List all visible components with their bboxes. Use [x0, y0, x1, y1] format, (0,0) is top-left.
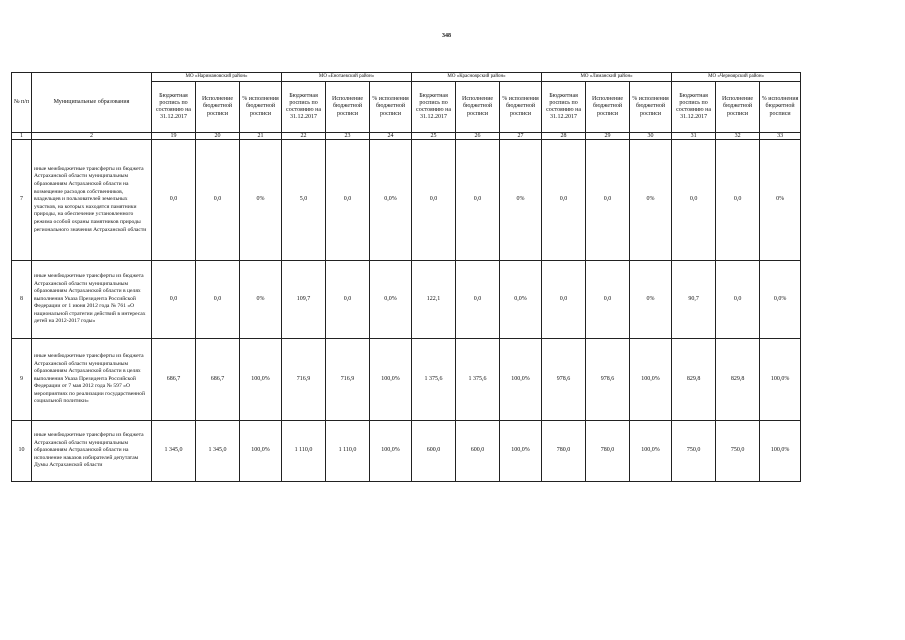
- district-header: МО «Енотаевский район»: [282, 73, 412, 82]
- value-cell: 0%: [760, 140, 801, 261]
- header-row-column-numbers: [12, 133, 801, 140]
- value-cell: 780,0: [586, 421, 630, 482]
- value-cell: 0,0%: [500, 261, 542, 339]
- value-cell: 0,0: [456, 140, 500, 261]
- value-cell: 1 345,0: [196, 421, 240, 482]
- subcolumn-header: % исполнения бюджетной росписи: [500, 82, 542, 133]
- value-cell: 109,7: [282, 261, 326, 339]
- value-cell: 978,6: [586, 339, 630, 421]
- value-cell: 0,0: [152, 261, 196, 339]
- subcolumn-header: Бюджетная роспись по состоянию на 31.12.2017: [412, 82, 456, 133]
- page-number: 348: [442, 33, 451, 39]
- value-cell: 1 110,0: [282, 421, 326, 482]
- column-number: 29: [586, 133, 630, 140]
- value-cell: 780,0: [542, 421, 586, 482]
- value-cell: 600,0: [412, 421, 456, 482]
- value-cell: 716,9: [326, 339, 370, 421]
- value-cell: 0%: [500, 140, 542, 261]
- table-row: [12, 261, 801, 339]
- value-cell: 0,0: [196, 140, 240, 261]
- value-cell: 100,0%: [630, 339, 672, 421]
- value-cell: 978,6: [542, 339, 586, 421]
- row-number: 10: [12, 421, 32, 482]
- row-number: 7: [12, 140, 32, 261]
- value-cell: 829,8: [672, 339, 716, 421]
- value-cell: 100,0%: [500, 339, 542, 421]
- column-number: 26: [456, 133, 500, 140]
- value-cell: 750,0: [716, 421, 760, 482]
- value-cell: 100,0%: [370, 339, 412, 421]
- column-number: 22: [282, 133, 326, 140]
- value-cell: 1 110,0: [326, 421, 370, 482]
- subcolumn-header: Исполнение бюджетной росписи: [586, 82, 630, 133]
- value-cell: 686,7: [152, 339, 196, 421]
- column-number: 19: [152, 133, 196, 140]
- subcolumn-header: Бюджетная роспись по состоянию на 31.12.2017: [672, 82, 716, 133]
- value-cell: 686,7: [196, 339, 240, 421]
- row-number: 8: [12, 261, 32, 339]
- value-cell: 1 375,6: [456, 339, 500, 421]
- value-cell: 0,0: [586, 261, 630, 339]
- value-cell: 1 375,6: [412, 339, 456, 421]
- value-cell: 750,0: [672, 421, 716, 482]
- value-cell: 0,0: [586, 140, 630, 261]
- column-number: 30: [630, 133, 672, 140]
- subcolumn-header: % исполнения бюджетной росписи: [370, 82, 412, 133]
- column-number: 24: [370, 133, 412, 140]
- subcolumn-header: Исполнение бюджетной росписи: [456, 82, 500, 133]
- row-description: иные межбюджетные трансферты из бюджета Астраханской области муниципальным образованиям Астраханской области на исполнение наказов избирателей депутатам Думы Астраханской области: [32, 421, 152, 482]
- column-number: 31: [672, 133, 716, 140]
- value-cell: 90,7: [672, 261, 716, 339]
- value-cell: 100,0%: [630, 421, 672, 482]
- value-cell: 600,0: [456, 421, 500, 482]
- district-header: МО «Наримановский район»: [152, 73, 282, 82]
- column-number: 20: [196, 133, 240, 140]
- value-cell: 0,0: [196, 261, 240, 339]
- column-number: 28: [542, 133, 586, 140]
- district-header: МО «Красноярский район»: [412, 73, 542, 82]
- table-row: [12, 339, 801, 421]
- value-cell: 0,0: [716, 140, 760, 261]
- value-cell: 0,0: [672, 140, 716, 261]
- value-cell: 0,0%: [760, 261, 801, 339]
- column-number: 32: [716, 133, 760, 140]
- value-cell: 0,0: [542, 261, 586, 339]
- subcolumn-header: Исполнение бюджетной росписи: [716, 82, 760, 133]
- column-number: 33: [760, 133, 801, 140]
- subcolumn-header: Исполнение бюджетной росписи: [326, 82, 370, 133]
- value-cell: 100,0%: [240, 421, 282, 482]
- column-number: 2: [32, 133, 152, 140]
- subcolumn-header: Бюджетная роспись по состоянию на 31.12.2017: [282, 82, 326, 133]
- column-number: 1: [12, 133, 32, 140]
- header-num: № п/п: [12, 73, 32, 133]
- value-cell: 100,0%: [500, 421, 542, 482]
- column-number: 27: [500, 133, 542, 140]
- value-cell: 0,0: [152, 140, 196, 261]
- subcolumn-header: Бюджетная роспись по состоянию на 31.12.2017: [542, 82, 586, 133]
- value-cell: 0,0%: [370, 261, 412, 339]
- header-row-districts: [12, 73, 801, 82]
- value-cell: 0,0: [542, 140, 586, 261]
- value-cell: 0%: [630, 140, 672, 261]
- value-cell: 0%: [630, 261, 672, 339]
- subcolumn-header: Исполнение бюджетной росписи: [196, 82, 240, 133]
- budget-table: [11, 72, 801, 482]
- value-cell: 0,0: [716, 261, 760, 339]
- row-description: иные межбюджетные трансферты из бюджета Астраханской области муниципальным образованиям Астраханской области на возмещение расходов собственников, владельцев и пользователей земельных участков, на которых находятся памятники природы, на обеспечение установленного режима особой охраны памятников природы регионального значения Астраханской области: [32, 140, 152, 261]
- column-number: 21: [240, 133, 282, 140]
- value-cell: 122,1: [412, 261, 456, 339]
- column-number: 23: [326, 133, 370, 140]
- district-header: МО «Черноярский район»: [672, 73, 801, 82]
- header-municipality: Муниципальные образования: [32, 73, 152, 133]
- value-cell: 0%: [240, 261, 282, 339]
- value-cell: 829,8: [716, 339, 760, 421]
- value-cell: 0,0: [456, 261, 500, 339]
- subcolumn-header: % исполнения бюджетной росписи: [240, 82, 282, 133]
- value-cell: 100,0%: [370, 421, 412, 482]
- value-cell: 0,0: [412, 140, 456, 261]
- subcolumn-header: % исполнения бюджетной росписи: [630, 82, 672, 133]
- value-cell: 0%: [240, 140, 282, 261]
- value-cell: 0,0: [326, 261, 370, 339]
- table-row: [12, 421, 801, 482]
- value-cell: 0,0%: [370, 140, 412, 261]
- value-cell: 5,0: [282, 140, 326, 261]
- subcolumn-header: Бюджетная роспись по состоянию на 31.12.2017: [152, 82, 196, 133]
- column-number: 25: [412, 133, 456, 140]
- value-cell: 100,0%: [760, 421, 801, 482]
- value-cell: 0,0: [326, 140, 370, 261]
- district-header: МО «Лиманский район»: [542, 73, 672, 82]
- value-cell: 100,0%: [240, 339, 282, 421]
- subcolumn-header: % исполнения бюджетной росписи: [760, 82, 801, 133]
- value-cell: 716,9: [282, 339, 326, 421]
- value-cell: 100,0%: [760, 339, 801, 421]
- row-description: иные межбюджетные трансферты из бюджета Астраханской области муниципальным образованиям Астраханской области в целях выполнения Указа Президента Российской Федерации от 7 мая 2012 года № 597 «О мероприятиях по реализации государственной социальной политики»: [32, 339, 152, 421]
- row-number: 9: [12, 339, 32, 421]
- value-cell: 1 345,0: [152, 421, 196, 482]
- table-row: [12, 140, 801, 261]
- row-description: иные межбюджетные трансферты из бюджета Астраханской области муниципальным образованиям Астраханской области в целях выполнения Указа Президента Российской Федерации от 1 июня 2012 года № 761 «О национальной стратегии действий в интересах детей на 2012-2017 годы»: [32, 261, 152, 339]
